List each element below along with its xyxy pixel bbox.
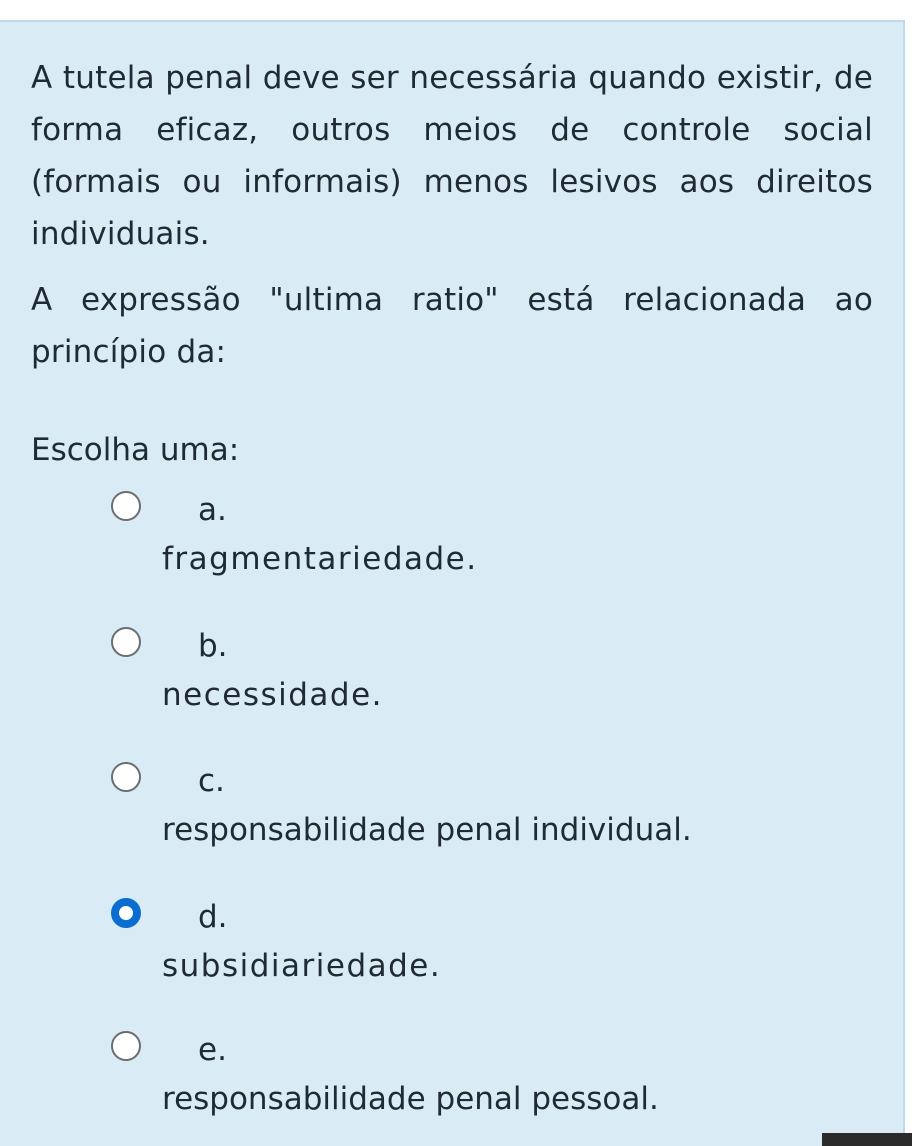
option-e[interactable]	[110, 1026, 850, 1146]
choose-one-prompt: Escolha uma:	[31, 432, 240, 468]
radio-c[interactable]	[111, 762, 141, 792]
question-text: A tutela penal deve ser necessária quando existir, de forma eficaz, outros meios de controle social (formais ou informais) menos lesivos aos direitos individuais.	[31, 60, 873, 252]
question-subtext: A expressão "ultima ratio" está relacionada ao princípio da:	[31, 282, 873, 370]
option-c-label: responsabilidade penal individual.	[162, 812, 692, 848]
option-d[interactable]	[110, 893, 850, 1013]
option-d-letter: d.	[198, 899, 228, 935]
option-a-label: fragmentariedade.	[162, 541, 478, 577]
option-e-letter: e.	[198, 1032, 227, 1068]
option-b-letter: b.	[198, 628, 228, 664]
option-a[interactable]	[110, 486, 850, 606]
radio-d-selected[interactable]	[111, 898, 141, 928]
option-e-label: responsabilidade penal pessoal.	[162, 1081, 659, 1117]
option-b-label: necessidade.	[162, 677, 384, 713]
radio-a[interactable]	[111, 491, 141, 521]
option-c[interactable]	[110, 757, 850, 877]
option-b[interactable]	[110, 622, 850, 742]
option-a-letter: a.	[198, 492, 227, 528]
scrollbar-thumb[interactable]	[822, 1133, 912, 1146]
option-c-letter: c.	[198, 763, 225, 799]
radio-e[interactable]	[111, 1031, 141, 1061]
radio-b[interactable]	[111, 627, 141, 657]
option-d-label: subsidiariedade.	[162, 948, 442, 984]
